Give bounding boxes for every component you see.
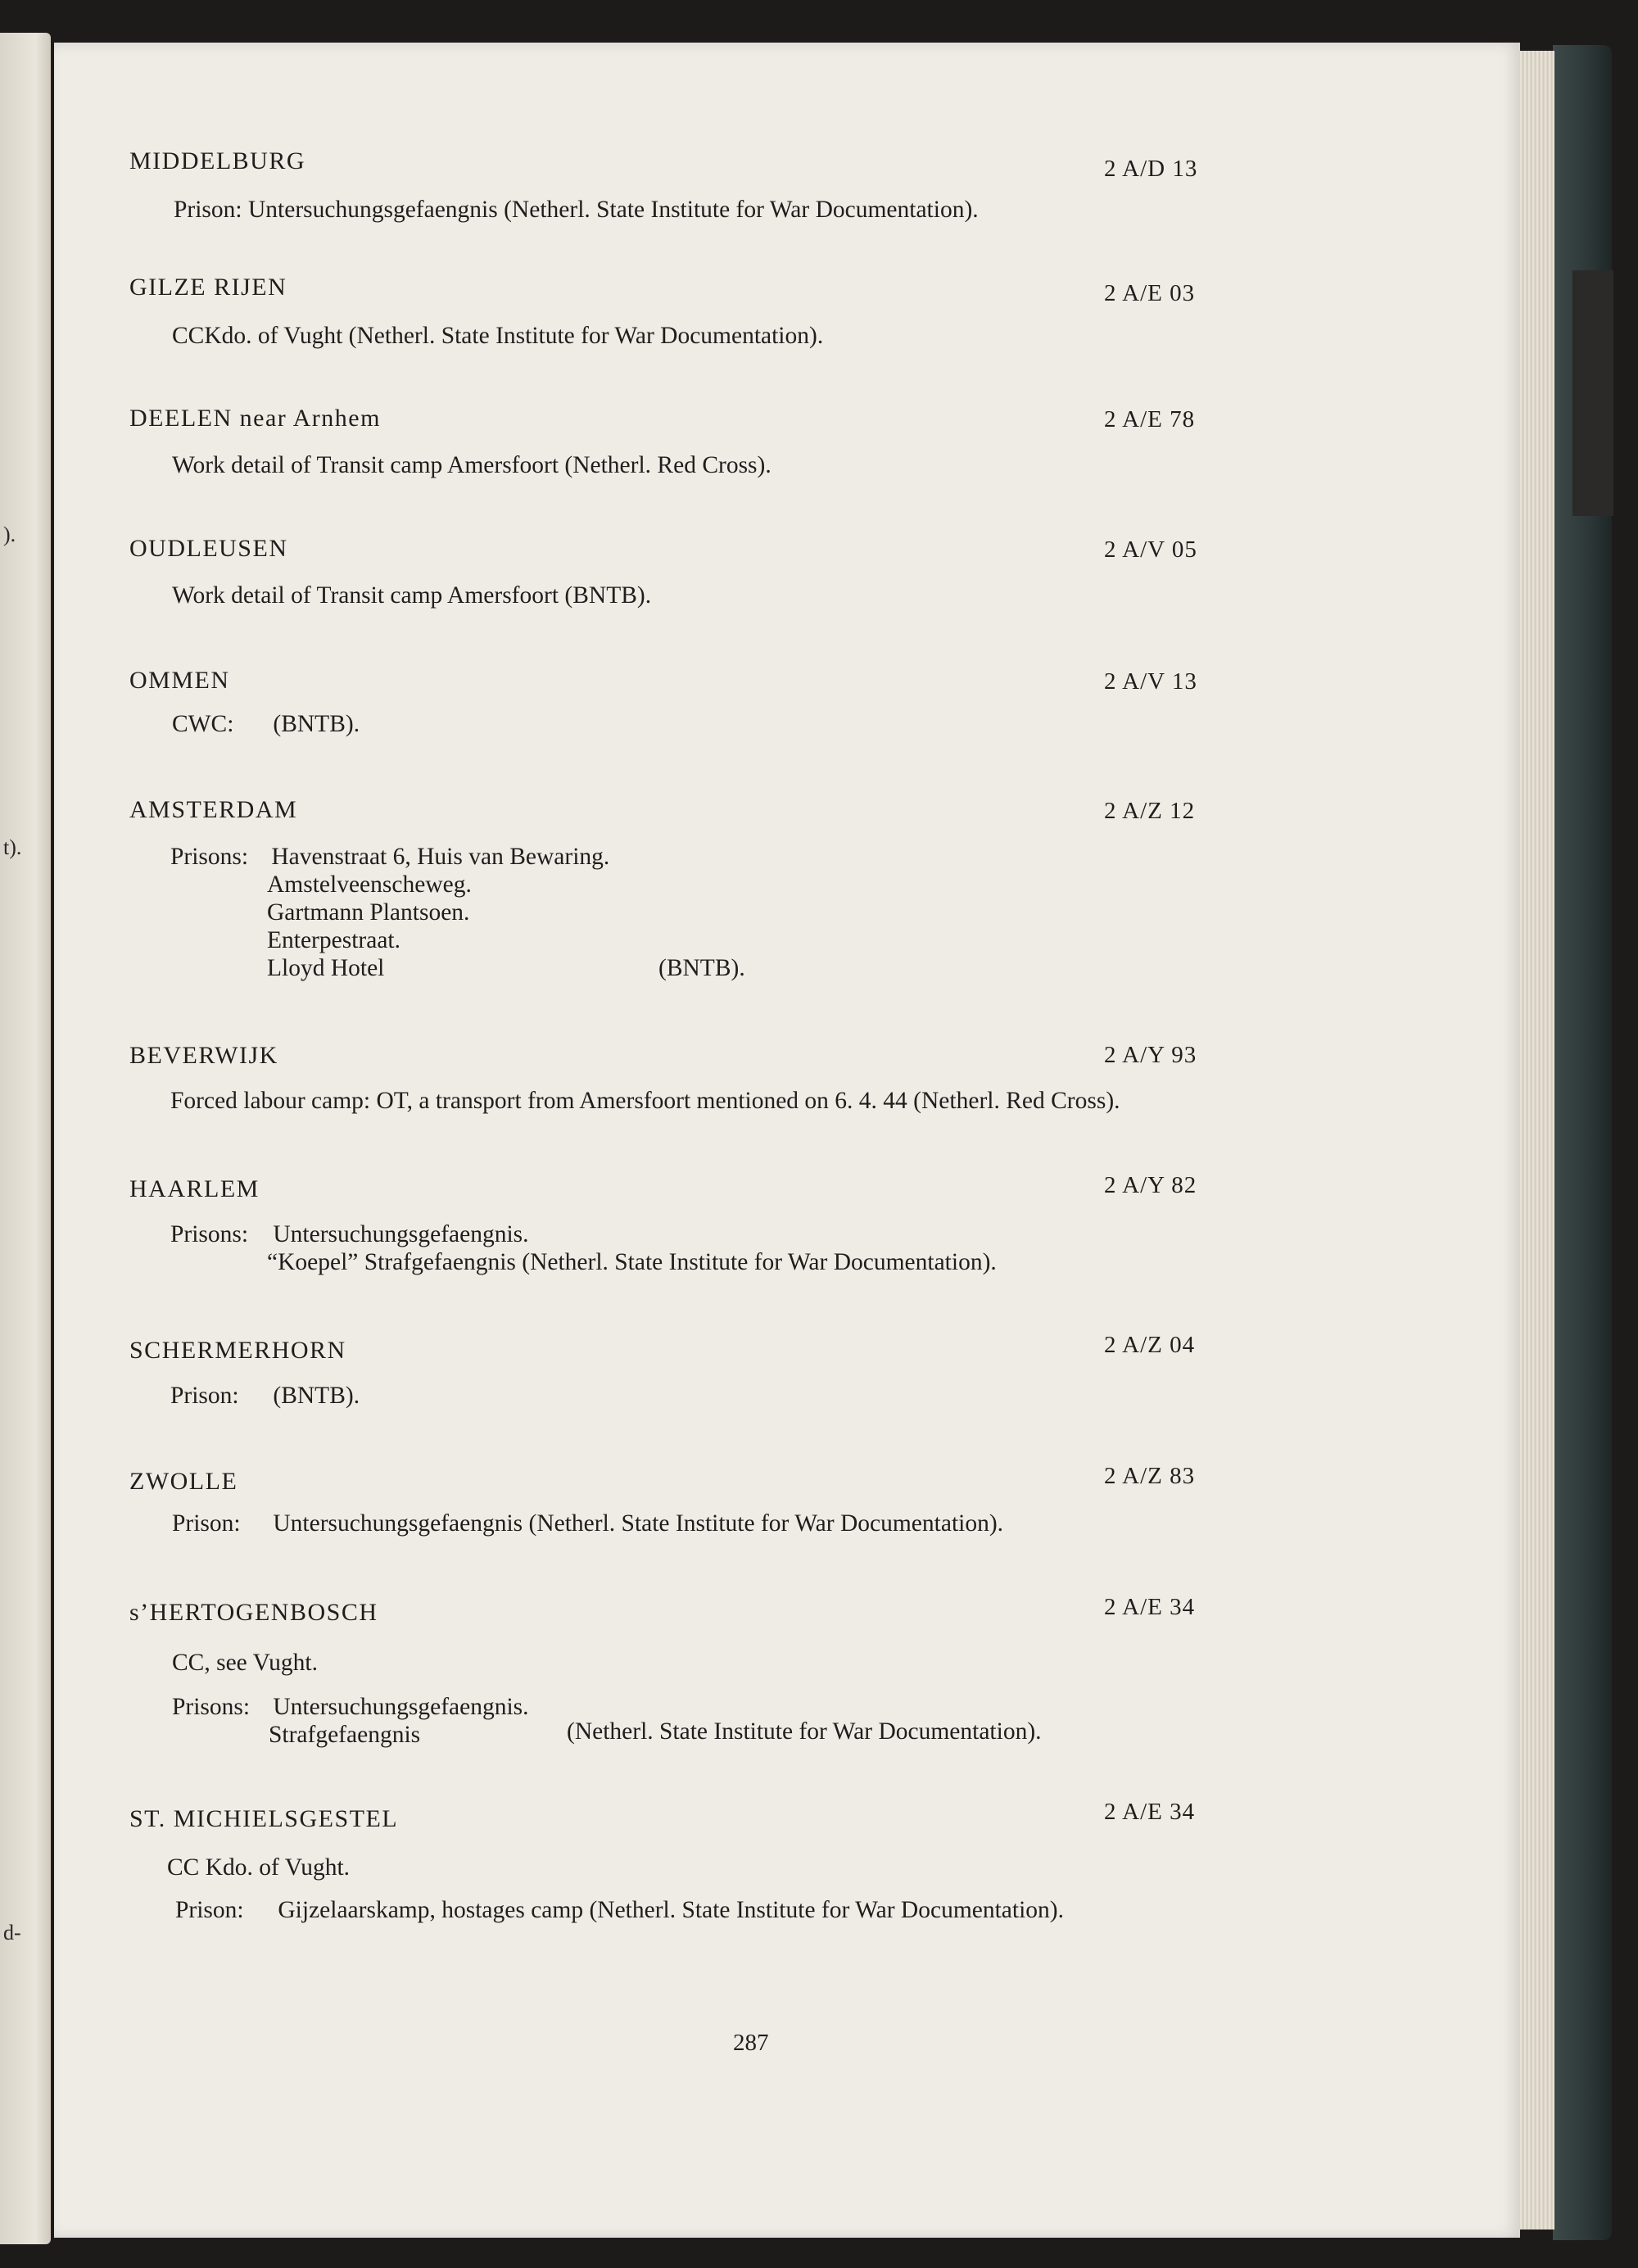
line-label: Prison:: [174, 197, 242, 223]
line-text: Gijzelaarskamp, hostages camp (Netherl. State Institute for War Documentation).: [278, 1897, 1064, 1923]
entry-line: CC Kdo. of Vught.: [167, 1854, 351, 1881]
entry-line: [175, 1895, 1064, 1925]
location-code: 2 A/Y 93: [1104, 1042, 1197, 1068]
line-text: Havenstraat 6, Huis van Bewaring.: [271, 844, 610, 870]
source-note: (BNTB).: [658, 955, 745, 981]
location-code: 2 A/E 34: [1104, 1594, 1196, 1620]
line-text: Lloyd Hotel: [267, 955, 385, 981]
place-name: HAARLEM: [129, 1175, 260, 1202]
line-text: Strafgefaengnis: [269, 1722, 421, 1748]
left-page-edge: [0, 33, 51, 2244]
place-name: SCHERMERHORN: [129, 1337, 346, 1364]
entry-line: [170, 842, 609, 871]
entry-line: CC, see Vught.: [172, 1650, 318, 1676]
entry-line: [269, 1718, 1042, 1750]
line-text: Untersuchungsgefaengnis (Netherl. State Institute for War Documentation).: [247, 197, 979, 223]
entry-line: [267, 953, 745, 983]
entry-line: “Koepel” Strafgefaengnis (Netherl. State Institute for War Documentation).: [267, 1249, 997, 1275]
source-note: (Netherl. State Institute for War Documentation).: [567, 1718, 1042, 1745]
location-code: 2 A/E 03: [1104, 280, 1196, 306]
line-label: CWC:: [172, 711, 234, 737]
line-text: (BNTB).: [273, 711, 360, 737]
page-number: 287: [733, 2030, 769, 2056]
place-name: DEELEN near Arnhem: [129, 405, 381, 432]
place-name: ZWOLLE: [129, 1468, 238, 1495]
entry-line: Enterpestraat.: [267, 927, 400, 953]
entry-line: [174, 195, 979, 224]
location-code: 2 A/Y 82: [1104, 1172, 1197, 1198]
location-code: 2 A/Z 04: [1104, 1332, 1196, 1358]
entry-line: [170, 1381, 360, 1410]
entry-line: Gartmann Plantsoen.: [267, 899, 470, 926]
place-name: MIDDELBURG: [129, 147, 305, 174]
entry-line: [170, 1220, 529, 1249]
place-name: s’HERTOGENBOSCH: [129, 1599, 378, 1626]
cover-corner: [1572, 270, 1613, 516]
location-code: 2 A/E 34: [1104, 1799, 1196, 1825]
place-name: ST. MICHIELSGESTEL: [129, 1805, 399, 1832]
entry-line: [172, 709, 360, 739]
entry-line: CCKdo. of Vught (Netherl. State Institute for War Documentation).: [172, 323, 824, 349]
location-code: 2 A/Z 83: [1104, 1463, 1196, 1489]
place-name: OUDLEUSEN: [129, 535, 288, 562]
entry-line: Amstelveenscheweg.: [267, 871, 472, 898]
entry-line: Work detail of Transit camp Amersfoort (BNTB).: [172, 582, 652, 609]
left-page-fragment: t).: [3, 835, 22, 859]
line-text: Untersuchungsgefaengnis.: [273, 1694, 529, 1720]
place-name: OMMEN: [129, 667, 230, 694]
line-label: Prison:: [172, 1510, 241, 1537]
location-code: 2 A/Z 12: [1104, 798, 1196, 824]
entry-line: [172, 1509, 1003, 1538]
line-label: Prisons:: [172, 1694, 251, 1720]
location-code: 2 A/V 05: [1104, 536, 1197, 563]
place-name: GILZE RIJEN: [129, 274, 287, 301]
place-name: BEVERWIJK: [129, 1042, 278, 1069]
line-label: Prisons:: [170, 844, 249, 870]
line-label: Prisons:: [170, 1221, 249, 1247]
line-text: (BNTB).: [273, 1383, 360, 1409]
line-label: Prison:: [175, 1897, 244, 1923]
entry-line: [172, 1692, 529, 1722]
left-page-fragment: ).: [3, 523, 16, 546]
entry-line: Work detail of Transit camp Amersfoort (Netherl. Red Cross).: [172, 452, 771, 478]
left-page-fragment: d-: [3, 1921, 21, 1944]
line-label: Prison:: [170, 1383, 239, 1409]
line-text: Untersuchungsgefaengnis (Netherl. State Institute for War Documentation).: [273, 1510, 1004, 1537]
place-name: AMSTERDAM: [129, 796, 298, 823]
location-code: 2 A/E 78: [1104, 406, 1196, 432]
location-code: 2 A/D 13: [1104, 156, 1198, 182]
entry-line: Forced labour camp: OT, a transport from Amersfoort mentioned on 6. 4. 44 (Netherl. Red Cross).: [170, 1088, 1120, 1114]
location-code: 2 A/V 13: [1104, 668, 1197, 695]
line-text: Untersuchungsgefaengnis.: [273, 1221, 529, 1247]
